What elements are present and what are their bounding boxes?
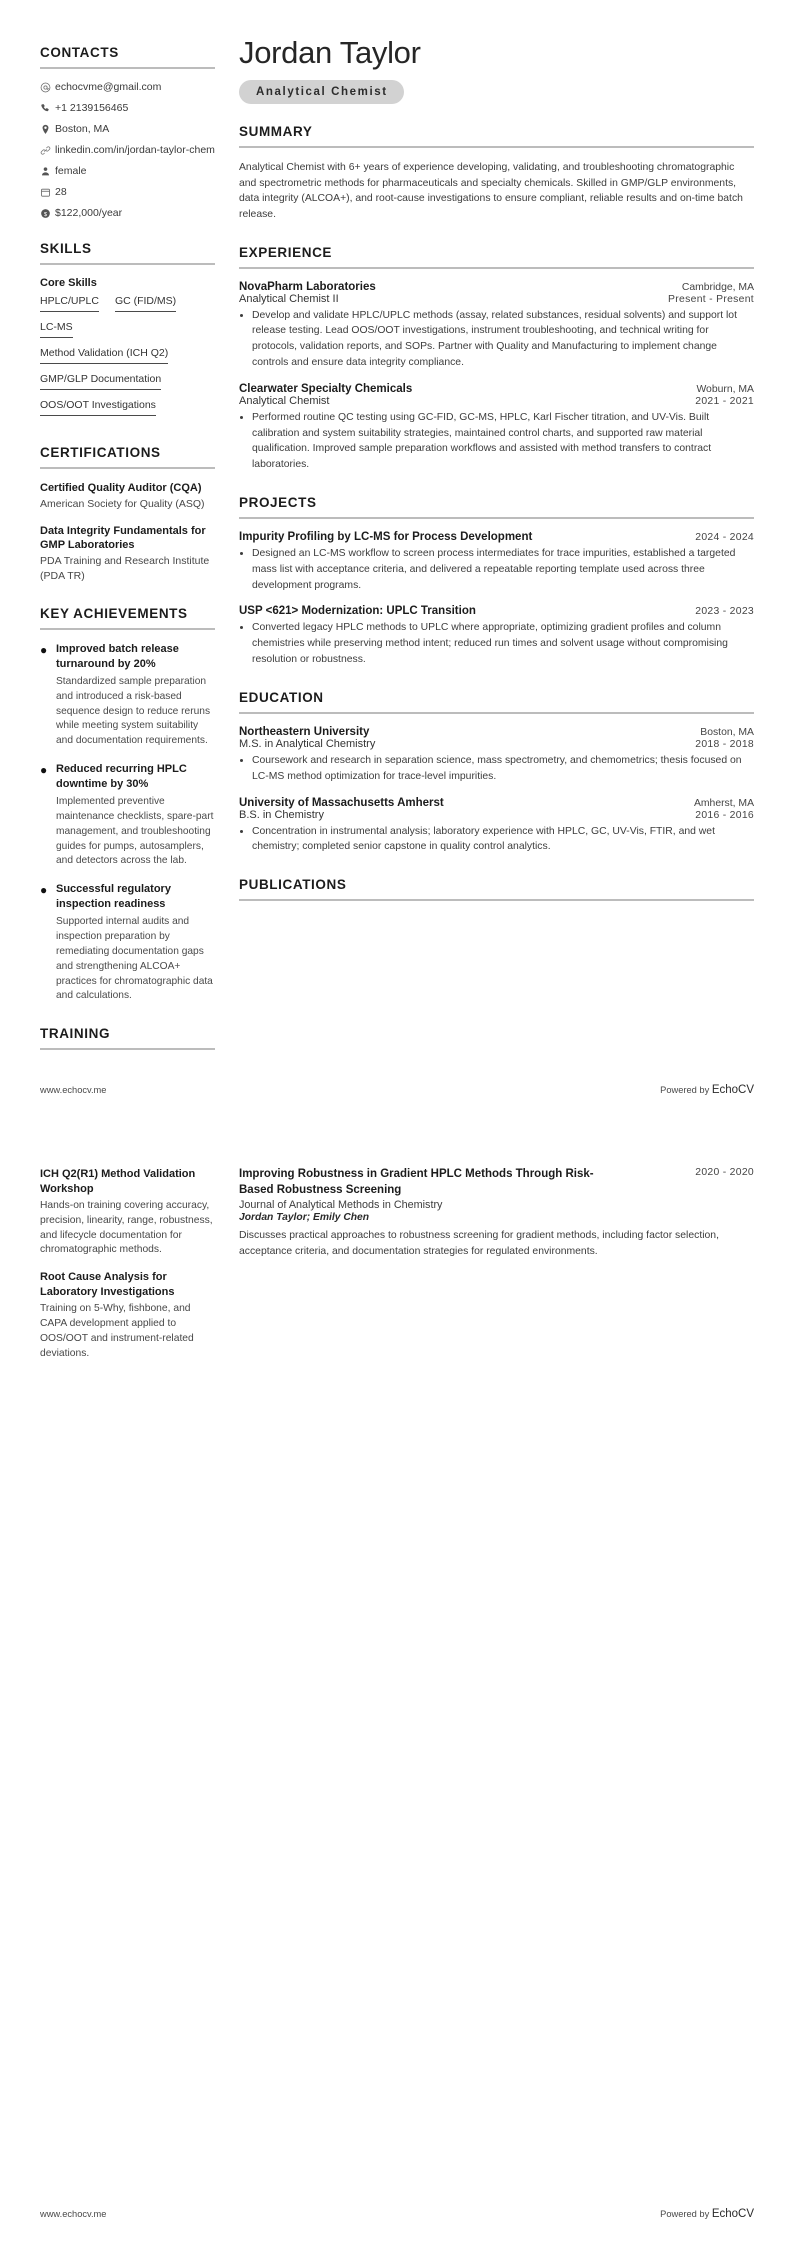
contact-age	[40, 186, 215, 198]
footer-brand-name: EchoCV	[711, 2208, 754, 2220]
publication-authors: Jordan Taylor; Emily Chen	[239, 1212, 370, 1224]
education-location: Amherst, MA	[693, 797, 754, 809]
experience-heading: EXPERIENCE	[239, 244, 333, 260]
education-bullets	[239, 824, 754, 856]
experience-bullets	[239, 410, 754, 473]
education-degree-line	[239, 738, 754, 750]
svg-text:$: $	[43, 211, 48, 218]
education-org: University of Massachusetts Amherst	[239, 796, 444, 809]
skill-chip: HPLC/UPLC	[40, 293, 99, 312]
bullet-icon: ●	[40, 883, 48, 898]
training-divider	[40, 1048, 215, 1050]
experience-role: Analytical Chemist II	[239, 292, 339, 305]
publication-journal: Journal of Analytical Methods in Chemistry	[239, 1199, 443, 1212]
projects-heading: PROJECTS	[239, 495, 317, 511]
certifications-section	[40, 445, 215, 584]
education-divider	[239, 712, 754, 714]
skill-chip-list	[40, 293, 215, 423]
certification-item	[40, 481, 215, 512]
education-degree: M.S. in Analytical Chemistry	[239, 737, 376, 750]
achievements-divider	[40, 628, 215, 630]
experience-section	[239, 245, 754, 474]
achievement-item	[40, 882, 215, 1004]
footer-website[interactable]: www.echocv.me	[40, 2209, 107, 2219]
skill-chip: LC-MS	[40, 319, 73, 338]
education-bullets	[239, 753, 754, 785]
experience-divider	[239, 267, 754, 269]
footer-powered-by: Powered by	[660, 1085, 712, 1095]
contacts-heading: CONTACTS	[40, 45, 119, 60]
footer-powered-by: Powered by	[660, 2209, 712, 2219]
bullet-icon: ●	[40, 642, 48, 657]
projects-section	[239, 495, 754, 668]
contacts-divider	[40, 67, 215, 69]
skill-chip: GC (FID/MS)	[115, 293, 176, 312]
money-icon	[40, 208, 55, 219]
training-item	[40, 1167, 215, 1258]
experience-dates: Present - Present	[668, 293, 754, 305]
certification-item	[40, 524, 215, 584]
education-entry	[239, 726, 754, 785]
link-icon	[40, 145, 55, 156]
publication-desc: Discusses practical approaches to robustness screening for gradient methods, including factor selection, acceptance criteria, and documentation strategies for regulated environments.	[239, 1230, 719, 1257]
education-heading: EDUCATION	[239, 689, 324, 705]
contact-gender	[40, 165, 215, 177]
contact-salary-value: $122,000/year	[55, 207, 123, 219]
experience-org-line	[239, 281, 754, 293]
certification-name: Certified Quality Auditor (CQA)	[40, 482, 202, 494]
skill-chip: OOS/OOT Investigations	[40, 397, 156, 416]
calendar-icon	[40, 187, 55, 198]
summary-heading: SUMMARY	[239, 124, 313, 140]
training-name: ICH Q2(R1) Method Validation Workshop	[40, 1168, 196, 1195]
experience-location: Woburn, MA	[696, 383, 754, 395]
contact-location	[40, 123, 215, 135]
experience-location: Cambridge, MA	[681, 281, 754, 293]
page-1-footer	[40, 1084, 754, 1096]
education-org: Northeastern University	[239, 725, 370, 738]
publication-entry	[239, 1167, 754, 1259]
achievement-body	[56, 762, 215, 869]
project-entry	[239, 605, 754, 667]
publications-divider	[239, 899, 754, 901]
experience-entry	[239, 383, 754, 473]
bullet-icon: ●	[40, 762, 48, 777]
sidebar-column-page-2	[0, 1122, 215, 1384]
certification-name: Data Integrity Fundamentals for GMP Laboratories	[40, 524, 206, 552]
achievement-desc: Implemented preventive maintenance checklists, spare-part management, and troubleshooting guides for pumps, autosamplers, and detectors across the lab.	[56, 796, 214, 867]
publications-section-heading	[239, 877, 754, 901]
experience-bullet: • Develop and validate HPLC/UPLC methods (assay, related substances, residual solvents) and support lot release testing. Lead OOS/OOT investigations, instrument troubleshooting, and technical writing for protocols, validation reports, and SOPs. Partner with Quality and Manufacturing to implement change controls and ensure data integrity compliance.	[252, 308, 754, 371]
contact-email-value: echocvme@gmail.com	[55, 81, 162, 93]
experience-org-line	[239, 383, 754, 395]
project-title-line	[239, 605, 754, 617]
project-bullet: • Converted legacy HPLC methods to UPLC where appropriate, optimizing gradient profiles and column chemistries while preserving method intent; reduced run times and solvent usage without compromising resolution or robustness.	[252, 620, 754, 667]
skills-group-title: Core Skills	[40, 277, 97, 289]
skills-divider	[40, 263, 215, 265]
experience-dates: 2021 - 2021	[695, 395, 754, 407]
experience-role-line	[239, 395, 754, 407]
achievements-heading: KEY ACHIEVEMENTS	[40, 605, 188, 621]
experience-entry	[239, 281, 754, 371]
achievement-item	[40, 762, 215, 869]
contact-phone[interactable]	[40, 102, 215, 114]
footer-website[interactable]: www.echocv.me	[40, 1085, 107, 1095]
education-degree-line	[239, 809, 754, 821]
training-name: Root Cause Analysis for Laboratory Investigations	[40, 1271, 175, 1299]
certifications-heading: CERTIFICATIONS	[40, 445, 161, 460]
achievement-title: Reduced recurring HPLC downtime by 30%	[56, 762, 187, 791]
footer-brand	[660, 2208, 754, 2220]
experience-role: Analytical Chemist	[239, 394, 330, 407]
contact-linkedin[interactable]	[40, 144, 215, 156]
at-icon	[40, 82, 55, 93]
project-bullet: • Designed an LC-MS workflow to screen process intermediates for trace impurities, established a targeted mass list with acceptance criteria, and delivered a repeatable reporting template used across three development programs.	[252, 546, 754, 593]
main-column-page-2	[215, 1122, 794, 1281]
project-dates: 2024 - 2024	[695, 532, 754, 544]
training-section-heading	[40, 1026, 215, 1050]
training-desc: Hands-on training covering accuracy, precision, linearity, range, robustness, and lifecycle documentation for chromatographic methods.	[40, 1199, 213, 1256]
contact-linkedin-value: linkedin.com/in/jordan-taylor-chem	[55, 144, 215, 156]
project-dates: 2023 - 2023	[695, 606, 754, 618]
publications-heading: PUBLICATIONS	[239, 877, 347, 893]
footer-brand	[660, 1084, 754, 1096]
project-bullets	[239, 546, 754, 593]
certification-org: American Society for Quality (ASQ)	[40, 497, 205, 510]
project-title-line	[239, 531, 754, 543]
certification-org: PDA Training and Research Institute (PDA TR)	[40, 555, 210, 582]
projects-divider	[239, 517, 754, 519]
skills-section	[40, 241, 215, 423]
footer-brand-name: EchoCV	[711, 1084, 754, 1096]
training-section	[40, 1167, 215, 1362]
experience-role-line	[239, 293, 754, 305]
contact-salary	[40, 207, 215, 219]
achievement-title: Successful regulatory inspection readiness	[56, 883, 171, 911]
publication-title: Improving Robustness in Gradient HPLC Methods Through Risk-Based Robustness Screening	[239, 1168, 594, 1196]
training-item	[40, 1270, 215, 1361]
training-heading: TRAINING	[40, 1026, 111, 1042]
phone-icon	[40, 103, 55, 114]
education-entry	[239, 797, 754, 856]
location-pin-icon	[40, 124, 55, 135]
achievement-title: Improved batch release turnaround by 20%	[56, 642, 179, 670]
summary-section	[239, 124, 754, 222]
certifications-divider	[40, 467, 215, 469]
job-title-badge: Analytical Chemist	[239, 80, 404, 104]
project-entry	[239, 531, 754, 593]
contacts-section	[40, 45, 215, 219]
education-org-line	[239, 797, 754, 809]
education-section	[239, 690, 754, 855]
publication-title-line	[239, 1167, 754, 1198]
resume-page-2	[0, 1122, 794, 2246]
contact-gender-value: female	[55, 165, 87, 177]
contact-email[interactable]	[40, 81, 215, 93]
skills-heading: SKILLS	[40, 241, 92, 256]
education-dates: 2018 - 2018	[695, 738, 754, 750]
experience-bullets	[239, 308, 754, 371]
experience-bullet: • Performed routine QC testing using GC-FID, GC-MS, HPLC, Karl Fischer titration, and UV-Vis. Built calibration and system suitability strategies, maintained control charts, and supported raw material qualification. Improved sample preparation workflows and assisted with method transfers to contract laboratories.	[252, 410, 754, 473]
experience-org: NovaPharm Laboratories	[239, 280, 376, 293]
skill-chip: GMP/GLP Documentation	[40, 371, 161, 390]
experience-org: Clearwater Specialty Chemicals	[239, 382, 413, 395]
project-bullets	[239, 620, 754, 667]
education-bullet: • Coursework and research in separation science, mass spectrometry, and chemometrics; thesis focused on LC-MS method optimization for trace-level impurities.	[252, 753, 754, 785]
main-column	[215, 0, 794, 923]
summary-divider	[239, 146, 754, 148]
skill-chip: Method Validation (ICH Q2)	[40, 345, 168, 364]
achievement-desc: Standardized sample preparation and introduced a risk-based sequence design to reduce reruns while meeting system suitability and documentation requirements.	[56, 675, 211, 747]
education-location: Boston, MA	[700, 726, 754, 738]
training-desc: Training on 5-Why, fishbone, and CAPA development applied to OOS/OOT and instrument-related deviations.	[40, 1303, 194, 1359]
achievement-item	[40, 642, 215, 749]
page-title: Jordan Taylor	[239, 35, 421, 70]
education-dates: 2016 - 2016	[695, 809, 754, 821]
contact-age-value: 28	[55, 186, 67, 198]
summary-text: Analytical Chemist with 6+ years of experience developing, validating, and troubleshooting chromatographic and spectrometric methods for pharmaceuticals and specialty chemicals. Skilled in GMP/GLP environments, data integrity (ALCOA+), and root-cause investigations to ensure compliant, reliable results and on-time batch release.	[239, 162, 743, 220]
person-icon	[40, 166, 55, 177]
achievement-body	[56, 882, 215, 1004]
publication-dates: 2020 - 2020	[695, 1167, 754, 1178]
education-bullet: • Concentration in instrumental analysis; laboratory experience with HPLC, GC, UV-Vis, FTIR, and wet chemistry; completed senior capstone in quality control analytics.	[252, 824, 754, 856]
education-degree: B.S. in Chemistry	[239, 808, 324, 821]
project-name: USP <621> Modernization: UPLC Transition	[239, 605, 476, 618]
contact-phone-value: +1 2139156465	[55, 102, 129, 114]
page-1-columns	[0, 0, 794, 1072]
contact-location-value: Boston, MA	[55, 123, 110, 135]
publications-section	[239, 1167, 754, 1259]
page-2-footer	[40, 2208, 754, 2220]
resume-page-1	[0, 0, 794, 1122]
education-org-line	[239, 726, 754, 738]
sidebar-column	[0, 0, 215, 1072]
achievement-desc: Supported internal audits and inspection preparation by remediating documentation gaps and strengthening ALCOA+ practices for chromatographic data and calculations.	[56, 916, 213, 1002]
achievements-section	[40, 606, 215, 1005]
achievement-body	[56, 642, 215, 749]
project-name: Impurity Profiling by LC-MS for Process Development	[239, 531, 533, 544]
page-2-columns	[0, 1122, 794, 1384]
